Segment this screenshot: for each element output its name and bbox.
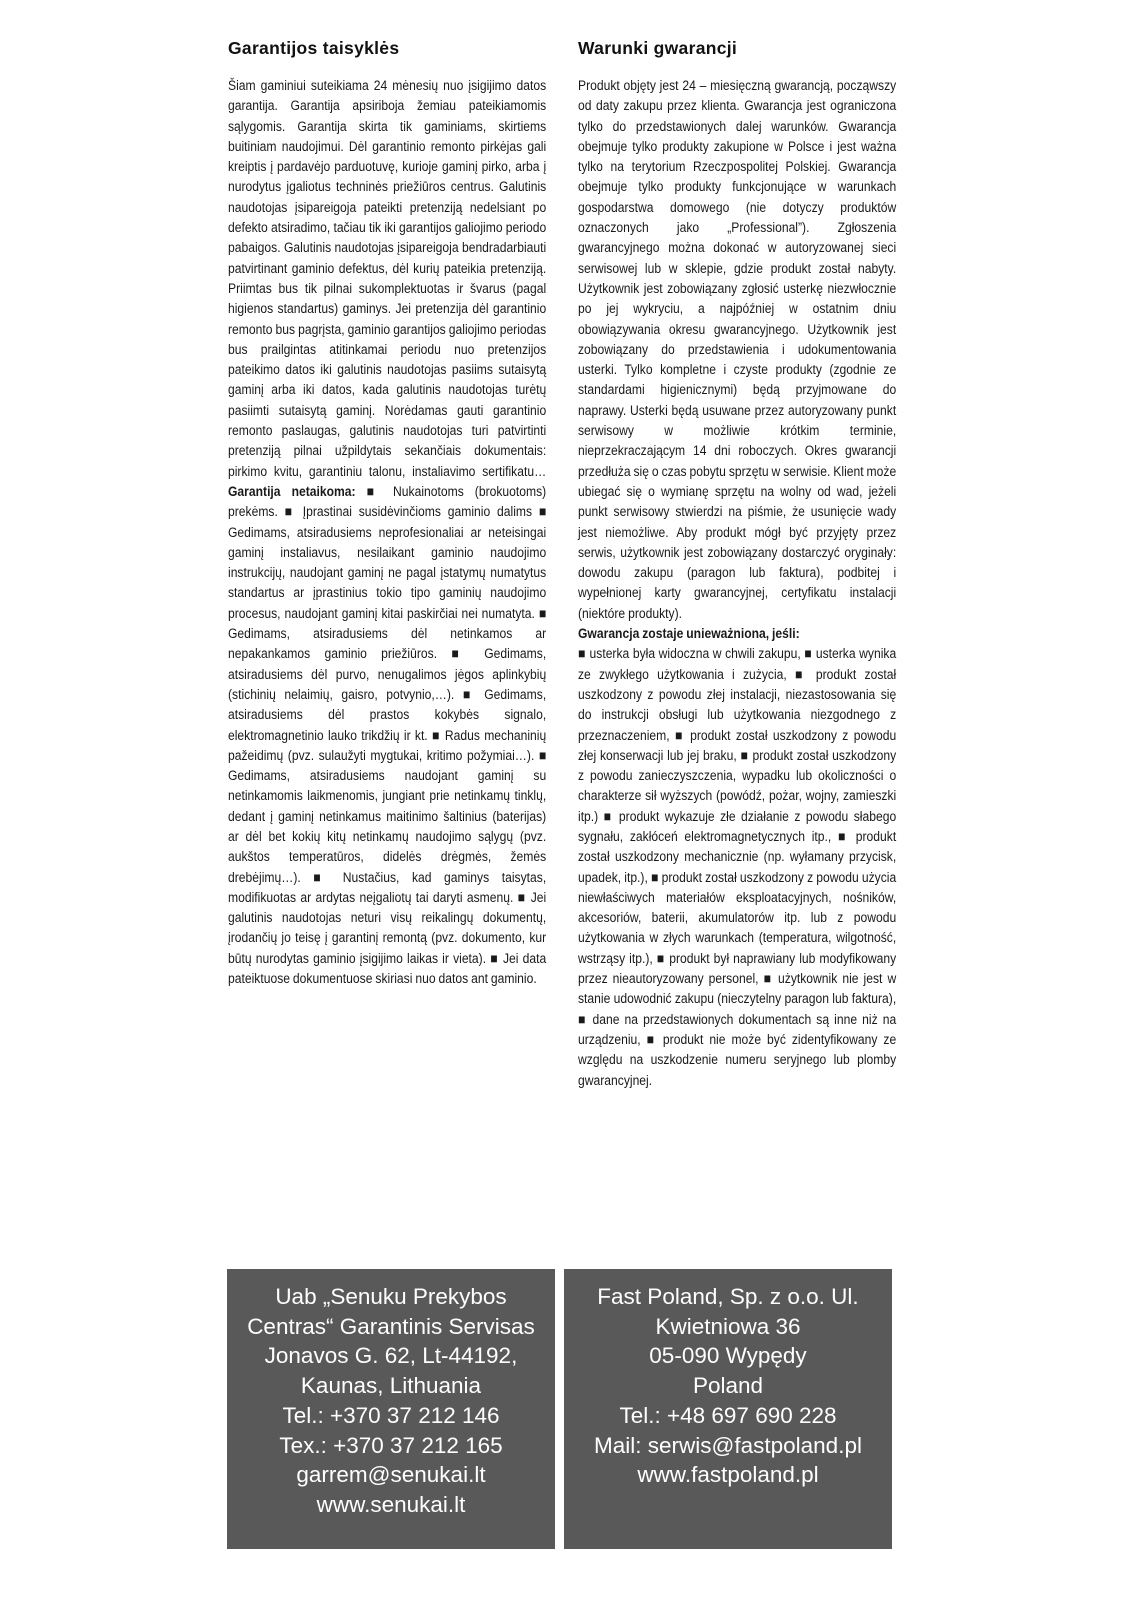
polish-void-list: ■ usterka była widoczna w chwili zakupu, ■ usterka wynika ze zwykłego użytkowania i zużycia, ■ produkt został uszkodzony z powodu złej instalacji, niezastosowania się do instrukcji obsługi lub użytkowania niezgodnego z przeznaczeniem, ■ produkt został uszkodzony z powodu złej konserwacji lub jej braku, ■ produkt został uszkodzony z powodu zanieczyszczenia, wypadku lub okoliczności o charakterze sił wyższych (powódź, pożar, wojny, zamieszki itp.) ■ produkt wykazuje złe działanie z powodu słabego sygnału, zakłóceń elektromagnetycznych itp., ■ produkt został uszkodzony mechanicznie (np. wyłamany przycisk, upadek, itp.), ■ produkt został uszkodzony z powodu użycia niewłaściwych materiałów eksploatacyjnych, nośników, akcesoriów, baterii, akumulatorów itp. lub z powodu użytkowania w złych warunkach (temperatura, wilgotność, wstrząsy itp.), ■ produkt był naprawiany lub modyfikowany przez nieautoryzowany personel, ■ użytkownik nie jest w stanie udowodnić zakupu (nieczytelny paragon lub faktura), ■ dane na przedstawionych dokumentach są inne niż na urządzeniu, ■ produkt nie może być zidentyfikowany ze względu na uszkodzenie numeru seryjnego lub plomby gwarancyjnej. xyxy=(578,645,897,1088)
lithuanian-warranty-text xyxy=(228,75,546,988)
lt-contact-fax: Tex.: +370 37 212 165 xyxy=(279,1432,503,1458)
polish-service-contact-box xyxy=(564,1269,892,1549)
polish-warranty-text xyxy=(578,75,896,1090)
polish-warranty-heading: Warunki gwarancji xyxy=(578,38,738,58)
lt-contact-line: Centras“ Garantinis Servisas xyxy=(247,1313,535,1339)
lt-contact-phone: Tel.: +370 37 212 146 xyxy=(282,1402,500,1428)
pl-contact-line: Fast Poland, Sp. z o.o. Ul. xyxy=(597,1284,859,1309)
pl-contact-line: Kwietniowa 36 xyxy=(655,1313,801,1339)
lithuanian-exclusions-label: Garantija netaikoma: xyxy=(228,482,356,499)
lithuanian-warranty-intro: Šiam gaminiui suteikiama 24 mėnesių nuo įsigijimo datos garantija. Garantija apsiriboja žemiau pateikiamomis sąlygomis. Garantija skirta tik gaminiams, skirtiems buitiniam naudojimui. Dėl garantinio remonto pirkėjas gali kreiptis į pardavėjo parduotuvę, kurioje gaminį pirko, arba į nurodytus įgaliotus techninės priežiūros centrus. Galutinis naudotojas įsipareigoja pateikti pretenziją nedelsiant po defekto atsiradimo, tačiau tik iki garantijos galiojimo periodo pabaigos. Galutinis naudotojas įsipareigoja bendradarbiauti patvirtinant gaminio defektus, dėl kurių pateikia pretenziją. Priimtas bus tik pilnai sukomplektuotas ir švarus (pagal higienos standartus) gaminys. Jei pretenzija dėl garantinio remonto bus pagrįsta, gaminio garantijos galiojimo periodas bus prailgintas atitinkamai periodu nuo pretenzijos pateikimo datos iki galutinis naudotojas pasiims sutaisytą gaminį arba iki datos, kada galutinis naudotojas turėtų pasiimti sutaisytą gaminį. Norėdamas gauti garantinio remonto paslaugas, galutinis naudotojas turi patvirtinti pretenziją pilnai užpildytais sekančiais dokumentais: pirkimo kvitu, garantiniu talonu, instaliavimo sertifikatu… xyxy=(228,77,547,479)
pl-contact-email: Mail: serwis@fastpoland.pl xyxy=(594,1432,862,1458)
lithuanian-exclusions-list: ■ Nukainotoms (brokuotoms) prekėms. ■ Įprastinai susidėvinčioms gaminio dalims ■ Gedimams, atsiradusiems neprofesionaliai ar neteisingai gaminį instaliavus, nesilaikant gaminio naudojimo instrukcijų, naudojant gaminį ne pagal įstatymų numatytus standartus ar įprastinius tokio tipo gaminių naudojimo procesus, naudojant gaminį kitai paskirčiai nei numatyta. ■ Gedimams, atsiradusiems dėl netinkamos ar nepakankamos gaminio priežiūros. ■ Gedimams, atsiradusiems dėl purvo, nenugalimos jėgos aplinkybių (stichinių nelaimių, gaisro, potvynio,…). ■ Gedimams, atsiradusiems dėl prastos kokybės signalo, elektromagnetinio lauko trikdžių ir kt. ■ Radus mechaninių pažeidimų (pvz. sulaužyti mygtukai, kritimo požymiai…). ■ Gedimams, atsiradusiems naudojant gaminį su netinkamomis laikmenomis, jungiant prie netinkamų tinklų, dedant į gaminį netinkamus maitinimo šaltinius (baterijas) ar dėl bet kokių kitų netinkamų naudojimo sąlygų (pvz. aukštos temperatūros, didelės drėgmės, žemės drebėjimų…). ■ Nustačius, kad gaminys taisytas, modifikuotas ar ardytas neįgaliotų tai daryti asmenų. ■ Jei galutinis naudotojas neturi visų reikalingų dokumentų, įrodančių jo teisę į garantinį remontą (pvz. dokumento, kur būtų nurodytas gaminio įsigijimo laikas ir vieta). ■ Jei data pateiktuose dokumentuose skiriasi nuo datos ant gaminio. xyxy=(228,482,547,987)
lt-contact-line: Jonavos G. 62, Lt-44192, xyxy=(264,1343,518,1369)
lt-contact-website: www.senukai.lt xyxy=(316,1491,466,1517)
pl-contact-line: 05-090 Wypędy xyxy=(649,1343,807,1369)
lithuanian-warranty-column xyxy=(228,38,546,988)
lithuanian-service-contact-box xyxy=(227,1269,555,1549)
pl-contact-phone: Tel.: +48 697 690 228 xyxy=(619,1402,837,1428)
lt-contact-line: Kaunas, Lithuania xyxy=(300,1373,482,1399)
lithuanian-warranty-heading: Garantijos taisyklės xyxy=(228,38,400,58)
polish-warranty-intro: Produkt objęty jest 24 – miesięczną gwarancją, począwszy od daty zakupu przez klienta. Gwarancja jest ograniczona tylko do przedstawionych dalej warunków. Gwarancja obejmuje tylko produkty zakupione w Polsce i jest ważna tylko na terytorium Rzeczpospolitej Polskiej. Gwarancja obejmuje tylko produkty funkcjonujące w warunkach gospodarstwa domowego (nie dotyczy produktów oznaczonych jako „Professional”). Zgłoszenia gwarancyjnego można dokonać w autoryzowanej sieci serwisowej lub w sklepie, gdzie produkt został nabyty. Użytkownik jest zobowiązany zgłosić usterkę niezwłocznie po jej wykryciu, a najpóźniej w ostatnim dniu obowiązywania okresu gwarancyjnego. Użytkownik jest zobowiązany do przedstawienia i udokumentowania usterki. Tylko kompletne i czyste produkty (zgodnie ze standardami higienicznymi) będą przyjmowane do naprawy. Usterki będą usuwane przez autoryzowany punkt serwisowy w możliwie krótkim terminie, nieprzekraczającym 14 dni roboczych. Okres gwarancji przedłuża się o czas pobytu sprzętu w serwisie. Klient może ubiegać się o wymianę sprzętu na wolny od wad, jeżeli punkt serwisowy stwierdzi na piśmie, że usunięcie wady jest niemożliwe. Aby produkt mógł być przyjęty przez serwis, użytkownik jest zobowiązany dostarczyć oryginały: dowodu zakupu (paragon lub faktura), podbitej i wypełnionej karty gwarancyjnej, certyfikatu instalacji (niektóre produkty). xyxy=(578,77,897,621)
polish-warranty-column xyxy=(578,38,896,1090)
lt-contact-email: garrem@senukai.lt xyxy=(296,1462,486,1488)
polish-void-label: Gwarancja zostaje unieważniona, jeśli: xyxy=(578,625,800,642)
lt-contact-line: Uab „Senuku Prekybos xyxy=(275,1284,507,1309)
pl-contact-website: www.fastpoland.pl xyxy=(637,1462,819,1488)
pl-contact-line: Poland xyxy=(692,1373,764,1399)
